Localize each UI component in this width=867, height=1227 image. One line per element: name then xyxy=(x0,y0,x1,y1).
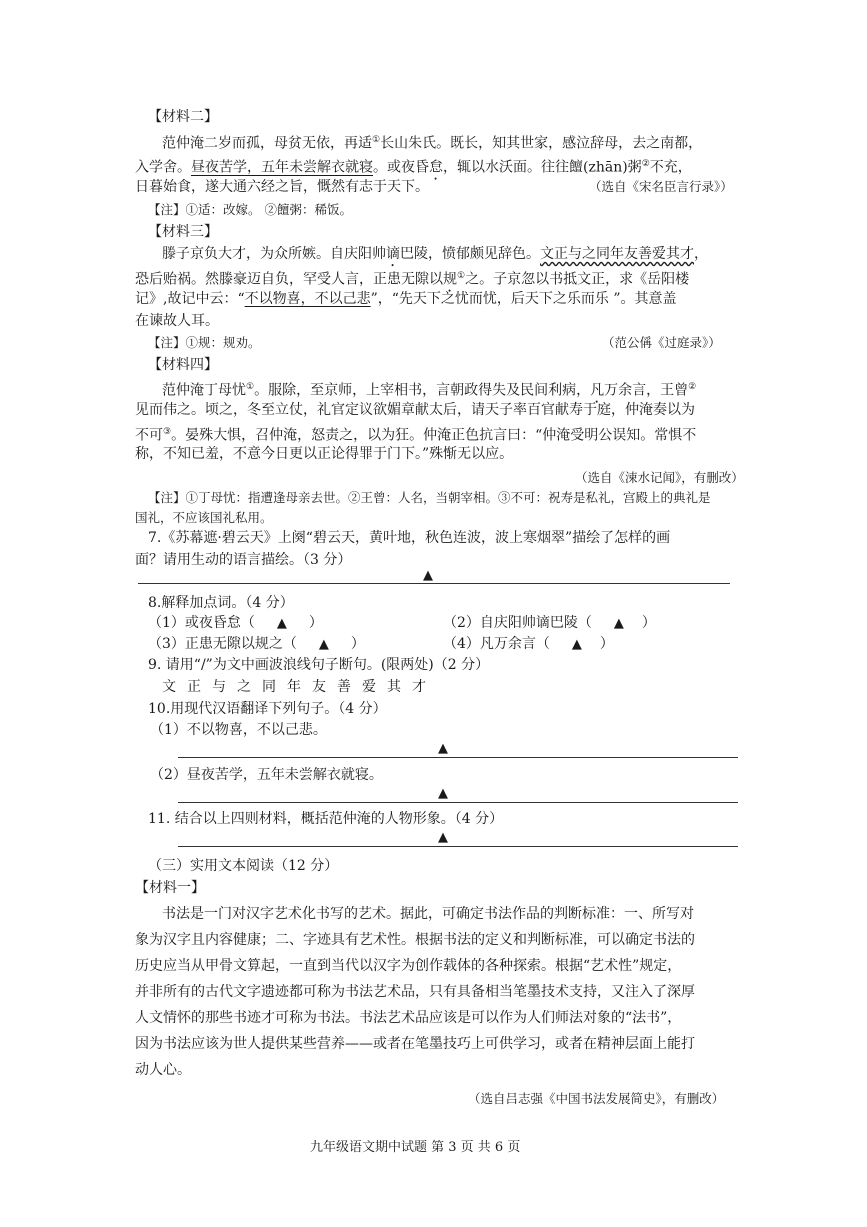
answer-mark-triangle: ▲ xyxy=(438,741,448,756)
question-10-item-1: （1）不以物喜，不以己悲。 xyxy=(150,722,327,738)
material-2-line-3: 日暮始食，遂大通六经之旨，慨然有志于天下。 xyxy=(135,179,429,195)
text-span: 长山朱氏。既长，知其世家，感泣辞母，去之南都， xyxy=(380,135,703,152)
text-span: 万余言，王曾 xyxy=(604,382,689,399)
question-10-item-2: （2）昼夜苦学，五年未尝解衣就寝。 xyxy=(150,767,383,783)
material-3-line-4: 在谏故人耳。 xyxy=(135,313,219,329)
answer-line-q10-2[interactable] xyxy=(178,802,738,803)
answer-mark-triangle: ▲ xyxy=(318,637,329,652)
material-3-note: 【注】①规：规劝。 xyxy=(148,335,261,350)
text-span: ”，“先天下之忧而忧，后天下之乐而乐 ”。其意盖 xyxy=(370,291,677,307)
question-7-line-2: 面？请用生动的语言描绘。（3 分） xyxy=(135,552,352,568)
dotted-word: 怠 xyxy=(429,159,443,176)
question-8-title: 8.解释加点词。（4 分） xyxy=(148,595,294,611)
text-span: ） xyxy=(308,615,323,631)
answer-mark-triangle: ▲ xyxy=(438,786,448,801)
text-span: （3）正患无隙以规之（ xyxy=(148,636,297,652)
text-span: 不充， xyxy=(649,159,692,176)
question-9-sentence: 文正与之同年友善爱其才 xyxy=(162,679,437,695)
question-10-title: 10.用现代汉语翻译下列句子。（4 分） xyxy=(148,701,387,717)
text-span: 入学舍。 xyxy=(135,159,191,176)
material-2-line-1 xyxy=(162,130,702,154)
text-span: （4）凡万余言（ xyxy=(443,636,550,652)
question-8-item-1 xyxy=(148,613,323,633)
dotted-word: 规 xyxy=(443,271,457,288)
material-4-heading: 【材料四】 xyxy=(148,357,218,373)
question-11-title: 11. 结合以上四则材料，概括范仲淹的人物形象。（4 分） xyxy=(148,811,504,827)
material-3-heading: 【材料三】 xyxy=(148,224,218,240)
section-3-paragraph-line: 动人心。 xyxy=(135,1062,191,1078)
text-span: （2）自庆阳帅谪巴陵（ xyxy=(443,615,592,631)
section-3-paragraph-line: 因为书法应该为世人提供某些营养——或者在笔墨技巧上可供学习，或者在精神层面上能打 xyxy=(135,1036,695,1052)
text-span: 恐后贻祸。然滕豪迈自负，罕受人言，正患无隙以 xyxy=(135,271,443,288)
text-span: 。或夜昏 xyxy=(373,159,429,176)
section-3-source: （选自吕志强《中国书法发展简史》，有删改） xyxy=(468,1091,725,1106)
answer-mark-triangle: ▲ xyxy=(571,637,582,652)
footnote-mark: ② xyxy=(641,159,650,169)
footnote-mark: ② xyxy=(688,382,697,392)
footnote-mark: ① xyxy=(246,382,255,392)
footnote-mark: ③ xyxy=(163,427,172,437)
section-3-material-1-heading: 【材料一】 xyxy=(135,880,205,896)
answer-mark-triangle: ▲ xyxy=(423,568,433,583)
underlined-sentence: 不以物喜，不以己悲 xyxy=(244,291,371,307)
text-span: ，辄以水沃面。往往饘(zhān)粥 xyxy=(443,159,642,176)
text-span: （1）或夜昏怠（ xyxy=(148,615,255,631)
question-8-item-3 xyxy=(148,634,365,654)
page-footer: 九年级语文期中试题 第 3 页 共 6 页 xyxy=(310,1140,521,1155)
question-9-title: 9. 请用“/”为文中画波浪线句子断句。(限两处)（2 分） xyxy=(148,657,490,673)
answer-line-q10-1[interactable] xyxy=(178,757,738,758)
material-4-line-4: 称，不知已羞，不意今日更以正论得罪于门下。”殊惭无以应。 xyxy=(135,446,514,462)
text-span: 之。子京忽以书抵文正，求《岳阳楼 xyxy=(465,271,690,288)
material-4-note-2: 国礼，不应该国礼私用。 xyxy=(135,510,273,525)
text-span: 巴陵，愤郁颇见辞色。 xyxy=(400,246,540,262)
material-4-line-3 xyxy=(135,422,696,446)
material-4-note-1: 【注】①丁母忧：指遭逢母亲去世。②王曾：人名，当朝宰相。③不可：祝寿是私礼，宫殿上的典礼是 xyxy=(148,490,711,505)
section-3-paragraph-line: 书法是一门对汉字艺术化书写的艺术。据此，可确定书法作品的判断标准：一、所写对 xyxy=(162,906,694,922)
underlined-sentence: 昼夜苦学，五年未尝解衣就寝 xyxy=(191,159,373,176)
question-8-item-4 xyxy=(443,634,614,654)
answer-mark-triangle: ▲ xyxy=(276,616,287,631)
question-7-line-1: 7.《苏幕遮·碧云天》上阕“碧云天，黄叶地，秋色连波，波上寒烟翠”描绘了怎样的画 xyxy=(148,530,671,546)
text-span: 范仲淹丁母忧 xyxy=(162,382,246,399)
section-3-paragraph-line: 象为汉字且内容健康；二、字迹具有艺术性。根据书法的定义和判断标准，可以确定书法的 xyxy=(135,932,695,948)
material-2-note: 【注】①适：改嫁。 ②饘粥：稀饭。 xyxy=(148,202,352,217)
section-3-paragraph-line: 并非所有的古代文字遗迹都可称为书法艺术品，只有具备相当笔墨技术支持，又注入了深厚 xyxy=(135,984,695,1000)
text-span: 滕子京负大才，为众所嫉。自庆阳帅 xyxy=(162,246,386,262)
text-span: 记》,故记中云：“ xyxy=(135,291,245,307)
material-4-line-2: 见而伟之。顷之，冬至立仗，礼官定议欲媚章献太后，请天子率百官献寿于庭，仲淹奏以为 xyxy=(135,402,695,418)
material-3-line-3 xyxy=(135,289,677,309)
answer-mark-triangle: ▲ xyxy=(438,830,448,845)
dotted-word: 凡 xyxy=(590,382,605,399)
footnote-mark: ① xyxy=(457,271,466,281)
text-span: 不可 xyxy=(135,427,163,444)
text-span: 范仲淹二岁而孤，母贫无依，再适 xyxy=(162,135,372,152)
dotted-word: 谪 xyxy=(386,246,400,262)
section-3-paragraph-line: 人文情怀的那些书迹才可称为书法。书法艺术品应该是可以作为人们师法对象的“法书”， xyxy=(135,1010,682,1026)
answer-line-q7[interactable] xyxy=(138,583,730,584)
text-span: ） xyxy=(350,636,365,652)
text-span: ） xyxy=(641,615,656,631)
footnote-mark: ① xyxy=(372,135,381,145)
material-3-source: （范公偁《过庭录》） xyxy=(602,335,721,350)
answer-line-q11[interactable] xyxy=(178,846,738,847)
section-3-title: （三）实用文本阅读（12 分） xyxy=(148,858,339,874)
text-span: 。服除，至京师，上宰相书，言朝政得失及民间利病， xyxy=(254,382,591,399)
section-3-paragraph-line: 历史应当从甲骨文算起，一直到当代以汉字为创作载体的各种探索。根据“艺术性”规定， xyxy=(135,958,682,974)
text-span: 。晏殊大惧，召仲淹，怒责之，以为狂。仲淹正色抗言曰：“仲淹受明公误知。常惧不 xyxy=(171,427,697,444)
text-span: ， xyxy=(694,246,708,262)
material-2-source: （选自《宋名臣言行录》） xyxy=(589,179,733,194)
answer-mark-triangle: ▲ xyxy=(613,616,624,631)
question-8-item-2 xyxy=(443,613,656,633)
text-span: ） xyxy=(599,636,614,652)
material-2-heading: 【材料二】 xyxy=(148,109,218,125)
wavy-underlined-sentence: 文正与之同年友善爱其才 xyxy=(540,246,694,262)
material-4-source: （选自《涑水记闻》，有删改） xyxy=(575,470,744,485)
